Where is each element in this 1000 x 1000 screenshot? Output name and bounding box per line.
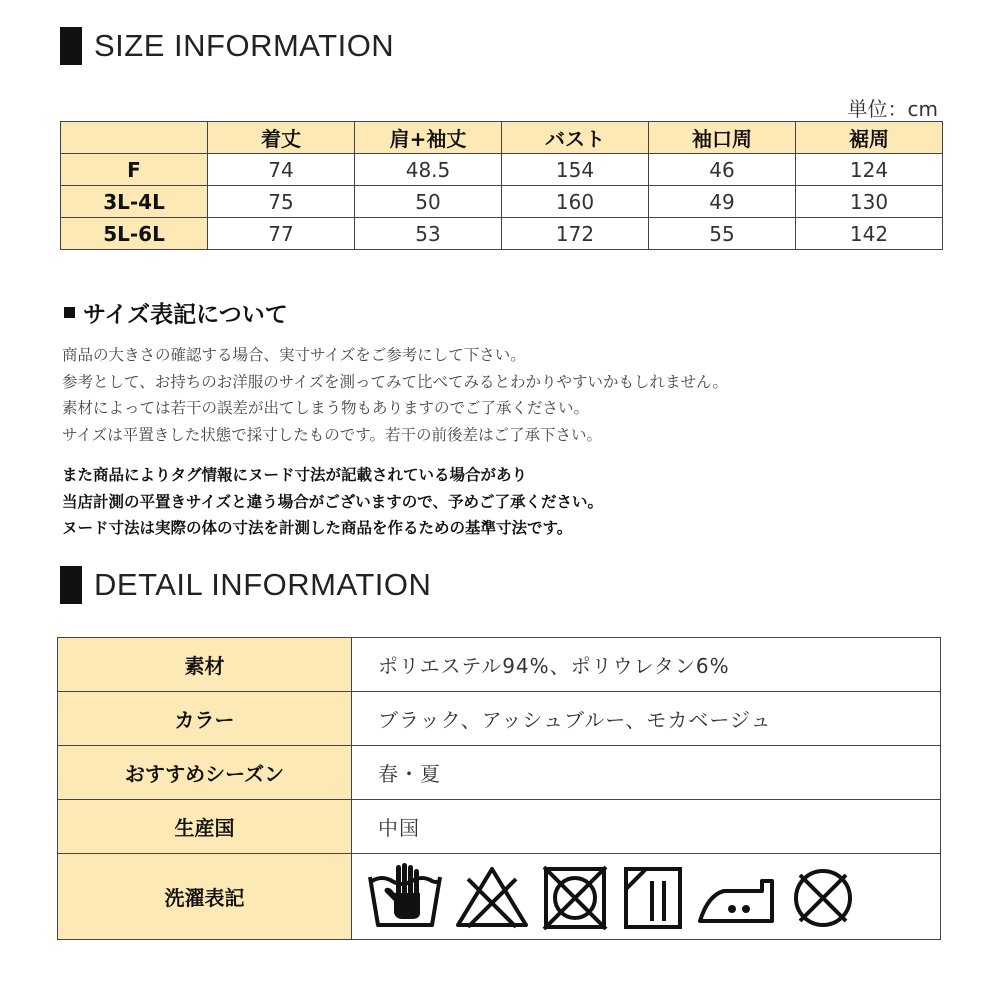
note-line: また商品によりタグ情報にヌード寸法が記載されている場合があり xyxy=(62,466,528,484)
row-size-label: F xyxy=(61,154,208,186)
square-bullet-icon xyxy=(64,307,75,318)
size-section-heading xyxy=(60,27,394,65)
size-table xyxy=(60,121,943,250)
heading-bar xyxy=(60,27,82,65)
table-cell: 50 xyxy=(355,186,502,218)
size-section-title: SIZE INFORMATION xyxy=(94,28,395,63)
about-line: 素材によっては若干の誤差が出てしまう物もありますのでご了承ください。 xyxy=(62,399,590,417)
nude-size-note xyxy=(62,462,603,542)
about-size-text xyxy=(62,342,728,448)
about-line: 商品の大きさの確認する場合、実寸サイズをご参考にして下さい。 xyxy=(62,346,526,364)
column-header: 袖口周 xyxy=(649,122,796,154)
detail-label: おすすめシーズン xyxy=(58,746,352,800)
row-size-label: 5L-6L xyxy=(61,218,208,250)
table-cell: 130 xyxy=(796,186,943,218)
size-table-header-row xyxy=(61,122,943,154)
table-row xyxy=(58,746,941,800)
table-cell: 75 xyxy=(208,186,355,218)
column-header: 着丈 xyxy=(208,122,355,154)
no-dry-clean-icon xyxy=(788,863,858,931)
table-cell: 142 xyxy=(796,218,943,250)
wash-label: 洗濯表記 xyxy=(58,854,352,940)
note-line: ヌード寸法は実際の体の寸法を計測した商品を作るための基準寸法です。 xyxy=(62,519,573,537)
detail-label: 生産国 xyxy=(58,800,352,854)
detail-value: 春・夏 xyxy=(352,746,941,800)
detail-label: 素材 xyxy=(58,638,352,692)
about-size-title: サイズ表記について xyxy=(83,302,288,328)
about-line: サイズは平置きした状態で採寸したものです。若干の前後差はご了承下さい。 xyxy=(62,425,603,444)
table-cell: 172 xyxy=(502,218,649,250)
about-size-heading xyxy=(64,296,288,329)
table-cell: 48.5 xyxy=(355,154,502,186)
wash-row xyxy=(58,854,941,940)
table-cell: 49 xyxy=(649,186,796,218)
no-tumble-dry-icon xyxy=(540,863,610,931)
table-cell: 154 xyxy=(502,154,649,186)
table-row xyxy=(61,218,943,250)
detail-table xyxy=(57,637,941,940)
table-cell: 160 xyxy=(502,186,649,218)
hand-wash-icon xyxy=(366,863,444,931)
table-row xyxy=(61,154,943,186)
table-cell: 124 xyxy=(796,154,943,186)
wash-icons xyxy=(366,863,940,931)
note-line: 当店計測の平置きサイズと違う場合がございますので、予めご了承ください。 xyxy=(62,492,603,511)
size-table-corner xyxy=(61,122,208,154)
iron-medium-icon xyxy=(696,863,778,931)
no-bleach-icon xyxy=(454,863,530,931)
table-cell: 74 xyxy=(208,154,355,186)
table-cell: 53 xyxy=(355,218,502,250)
detail-value: ポリエステル94%、ポリウレタン6% xyxy=(352,638,941,692)
table-cell: 55 xyxy=(649,218,796,250)
table-row xyxy=(58,800,941,854)
heading-bar xyxy=(60,566,82,604)
detail-section-title: DETAIL INFORMATION xyxy=(94,567,432,602)
table-cell: 77 xyxy=(208,218,355,250)
column-header: 裾周 xyxy=(796,122,943,154)
drip-dry-shade-icon xyxy=(620,863,686,931)
detail-value: ブラック、アッシュブルー、モカベージュ xyxy=(352,692,941,746)
column-header: バスト xyxy=(502,122,649,154)
about-line: 参考として、お持ちのお洋服のサイズを測ってみて比べてみるとわかりやすいかもしれません。 xyxy=(62,372,728,391)
table-cell: 46 xyxy=(649,154,796,186)
wash-icons-cell xyxy=(352,854,941,940)
table-row xyxy=(58,692,941,746)
detail-section-heading xyxy=(60,566,431,604)
detail-value: 中国 xyxy=(352,800,941,854)
table-row xyxy=(58,638,941,692)
row-size-label: 3L-4L xyxy=(61,186,208,218)
column-header: 肩+袖丈 xyxy=(355,122,502,154)
table-row xyxy=(61,186,943,218)
detail-label: カラー xyxy=(58,692,352,746)
unit-label: 単位：cm xyxy=(847,97,938,121)
